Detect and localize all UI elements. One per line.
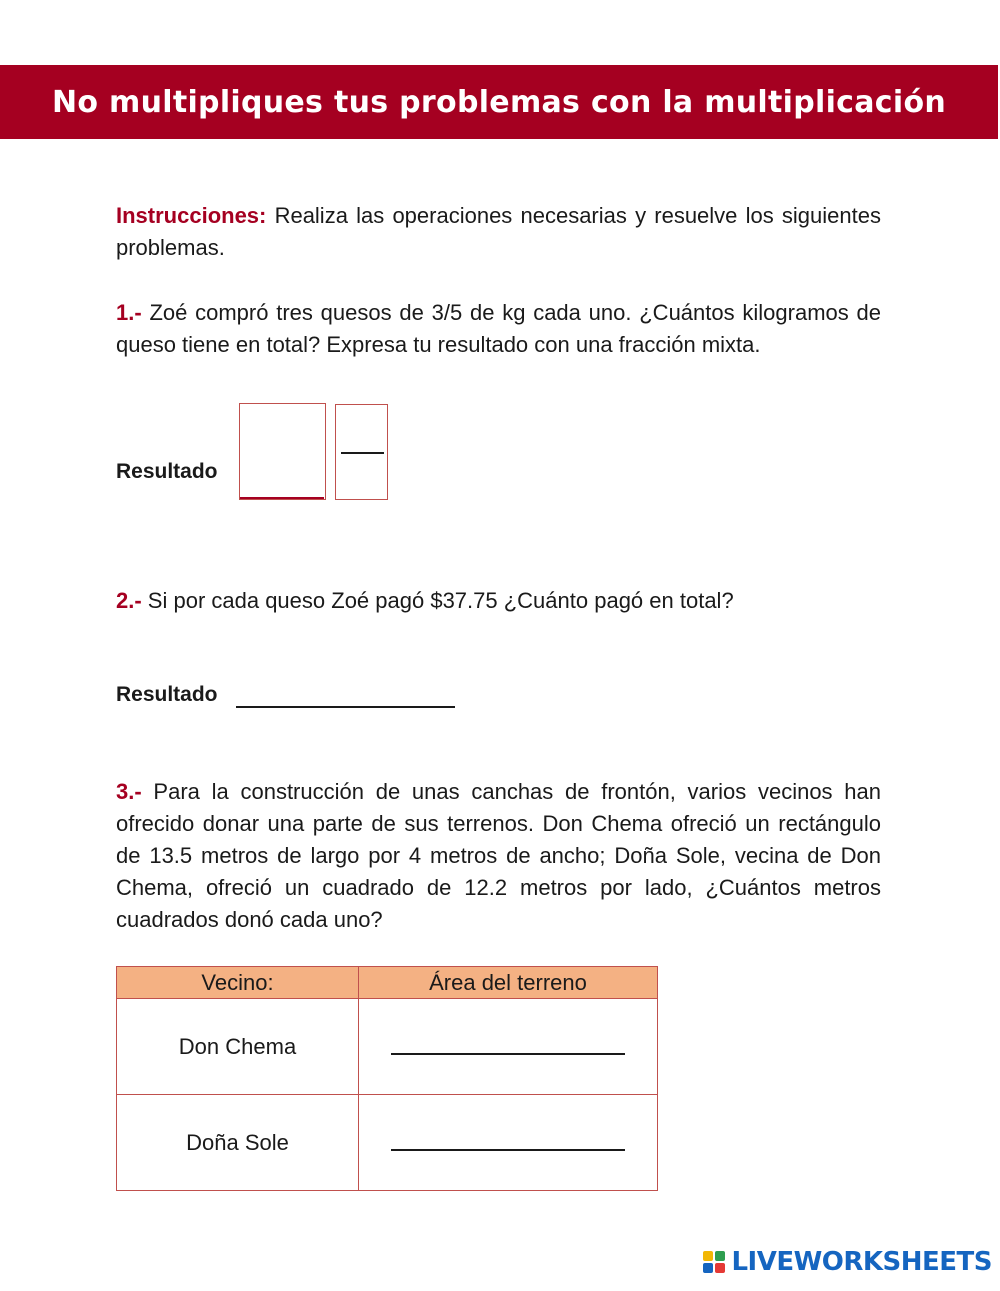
title-banner [0, 65, 998, 139]
total-answer-line[interactable] [236, 706, 455, 708]
instructions-text: Realiza las operaciones necesarias y resuelve los siguientes problemas. [116, 203, 881, 260]
table-row [117, 1095, 658, 1191]
problem-1-number: 1.- [116, 300, 142, 325]
whole-box-underline [240, 497, 324, 499]
result-label-2: Resultado [116, 683, 218, 706]
table-header-row [117, 967, 658, 999]
problem-2-text: Si por cada queso Zoé pagó $37.75 ¿Cuánto pagó en total? [141, 588, 734, 613]
problem-3-text: Para la construcción de unas canchas de frontón, varios vecinos han ofrecido donar una parte de sus terrenos. Don Chema ofreció un rectángulo de 13.5 metros de largo por 4 metros de ancho; Doña Sole, vecina de Don Chema, ofreció un cuadrado de 12.2 metros por lado, ¿Cuántos metros cuadrados donó cada uno? [116, 779, 881, 932]
table-row [117, 999, 658, 1095]
page-title: No multipliques tus problemas con la multiplicación [51, 84, 947, 120]
problem-2 [116, 585, 881, 617]
problem-3 [116, 776, 881, 936]
logo-text: LIVEWORKSHEETS [731, 1247, 992, 1277]
area-table [116, 966, 658, 1191]
header-area: Área del terreno [359, 967, 658, 999]
instructions-label: Instrucciones: [116, 203, 267, 228]
area-answer-line[interactable] [391, 1149, 625, 1151]
header-vecino: Vecino: [117, 967, 359, 999]
result-label-1: Resultado [116, 460, 218, 483]
area-answer-line[interactable] [391, 1053, 625, 1055]
fraction-bar [341, 452, 384, 454]
area-answer-cell[interactable] [359, 1095, 658, 1191]
problem-1 [116, 297, 881, 361]
row-name: Don Chema [117, 999, 359, 1095]
area-answer-cell[interactable] [359, 999, 658, 1095]
logo-icon [703, 1251, 725, 1273]
liveworksheets-logo [703, 1247, 992, 1277]
problem-1-text: Zoé compró tres quesos de 3/5 de kg cada uno. ¿Cuántos kilogramos de queso tiene en total? Expresa tu resultado con una fracción mixta. [116, 300, 881, 357]
problem-3-number: 3.- [116, 779, 142, 804]
row-name: Doña Sole [117, 1095, 359, 1191]
problem-2-number: 2.- [116, 588, 142, 613]
whole-number-answer-box[interactable] [239, 403, 326, 500]
instructions [116, 200, 881, 264]
